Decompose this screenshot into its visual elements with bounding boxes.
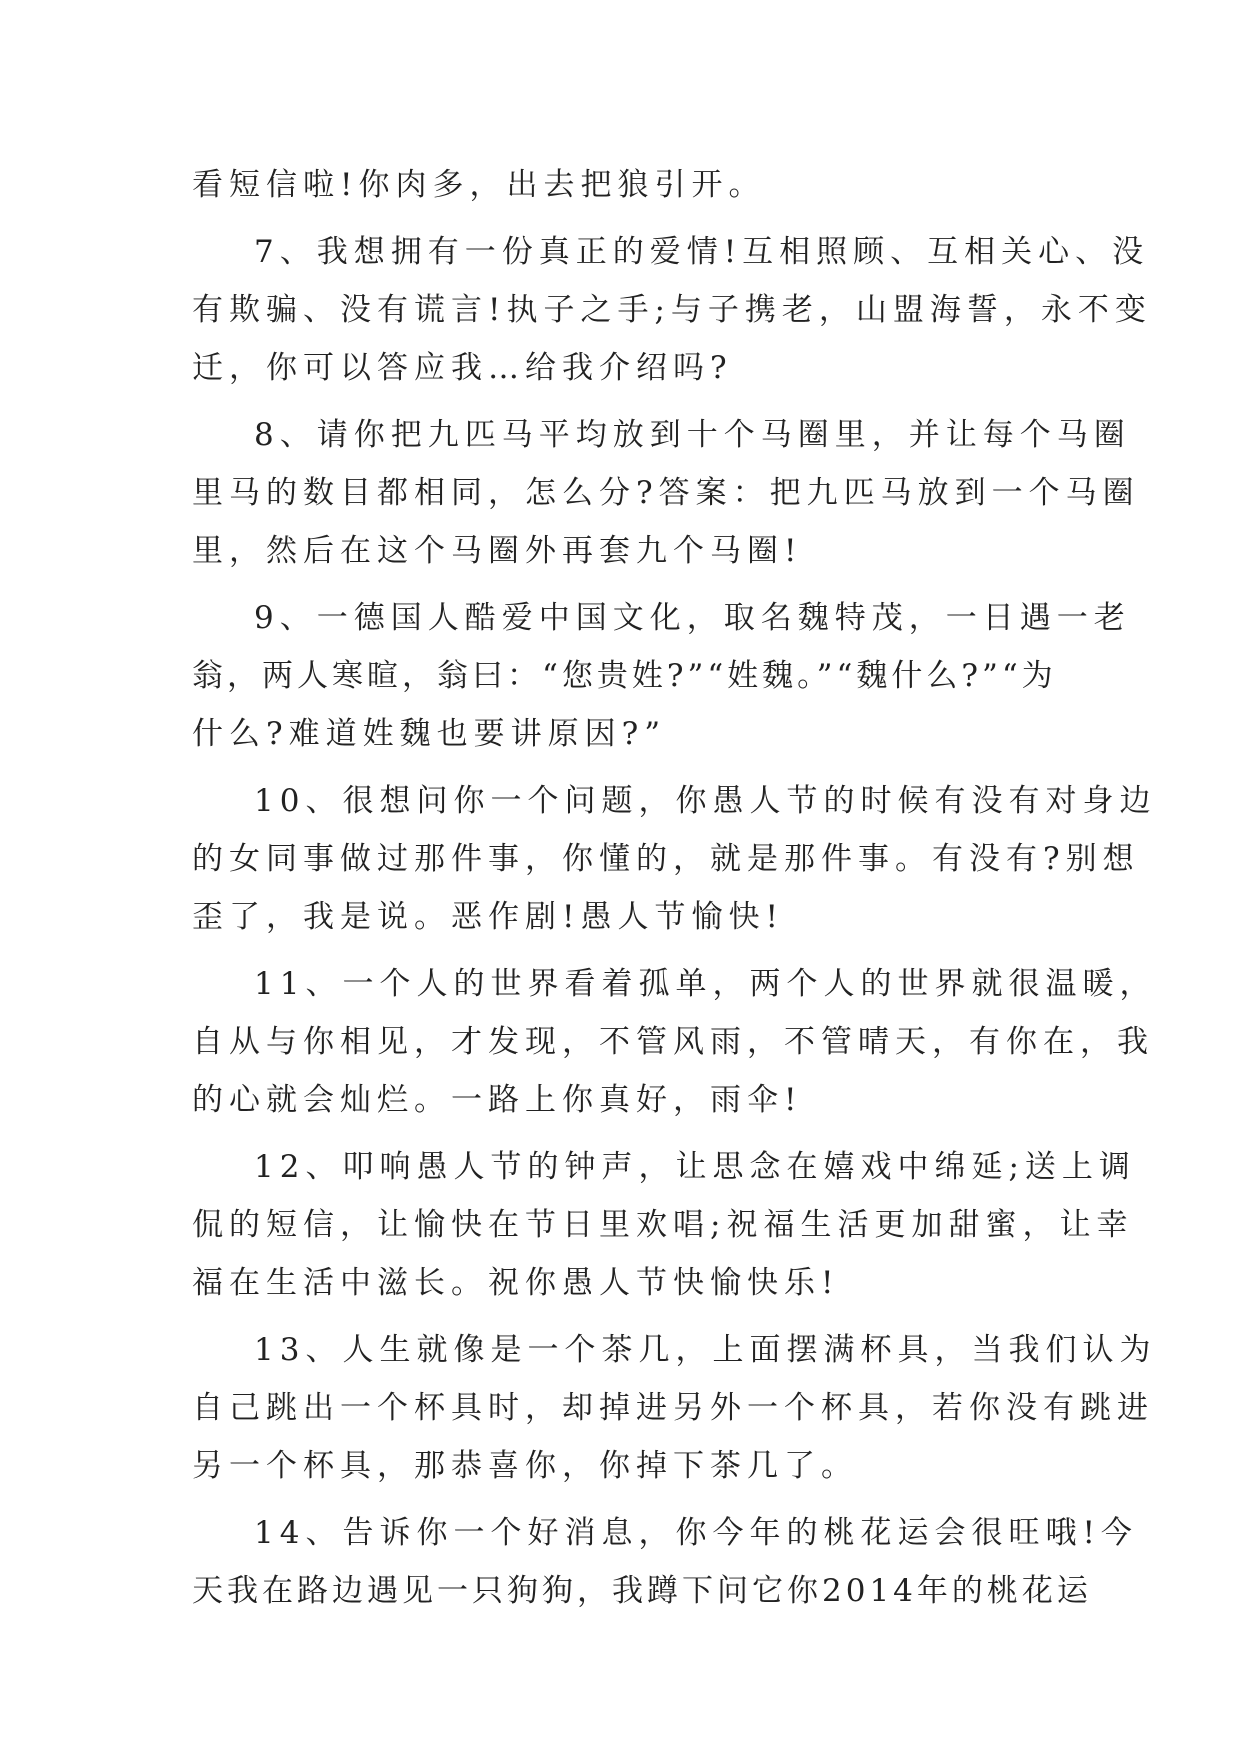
paragraph-13-line-1: 13、人生就像是一个茶几，上面摆满杯具，当我们认为 bbox=[254, 1332, 1157, 1368]
paragraph-11-line-2: 自从与你相见，才发现，不管风雨，不管晴天，有你在，我 bbox=[192, 1024, 1154, 1060]
paragraph-8-line-2: 里马的数目都相同，怎么分?答案：把九匹马放到一个马圈 bbox=[192, 475, 1140, 511]
paragraph-7-line-2: 有欺骗、没有谎言!执子之手;与子携老，山盟海誓，永不变 bbox=[192, 292, 1152, 328]
paragraph-10-line-1: 10、很想问你一个问题，你愚人节的时候有没有对身边 bbox=[254, 783, 1157, 819]
paragraph-12-line-2: 侃的短信，让愉快在节日里欢唱;祝福生活更加甜蜜，让幸 bbox=[192, 1207, 1134, 1243]
paragraph-9-line-3: 什么?难道姓魏也要讲原因?” bbox=[192, 716, 667, 752]
paragraph-10-line-2: 的女同事做过那件事，你懂的，就是那件事。有没有?别想 bbox=[192, 841, 1140, 877]
paragraph-10-line-3: 歪了，我是说。恶作剧!愚人节愉快! bbox=[192, 899, 784, 935]
paragraph-13-line-3: 另一个杯具，那恭喜你，你掉下茶几了。 bbox=[192, 1448, 858, 1484]
paragraph-13-line-2: 自己跳出一个杯具时，却掉进另外一个杯具，若你没有跳进 bbox=[192, 1390, 1154, 1426]
paragraph-7-line-1: 7、我想拥有一份真正的爱情!互相照顾、互相关心、没 bbox=[254, 234, 1150, 270]
paragraph-7-line-3: 迁，你可以答应我…给我介绍吗? bbox=[192, 350, 733, 386]
paragraph-11-line-3: 的心就会灿烂。一路上你真好，雨伞! bbox=[192, 1082, 803, 1118]
paragraph-8-line-3: 里，然后在这个马圈外再套九个马圈! bbox=[192, 533, 803, 569]
paragraph-12-line-1: 12、叩响愚人节的钟声，让思念在嬉戏中绵延;送上调 bbox=[254, 1149, 1136, 1185]
text-line: 看短信啦!你肉多，出去把狼引开。 bbox=[192, 167, 766, 203]
document-body bbox=[192, 156, 1157, 1620]
paragraph-12-line-3: 福在生活中滋长。祝你愚人节快愉快乐! bbox=[192, 1265, 840, 1301]
paragraph-11-line-1: 11、一个人的世界看着孤单，两个人的世界就很温暖， bbox=[254, 966, 1157, 1002]
paragraph-9-line-2: 翁，两人寒暄，翁曰：“您贵姓?”“姓魏。”“魏什么?”“为 bbox=[192, 658, 1057, 694]
paragraph-9-line-1: 9、一德国人酷爱中国文化，取名魏特茂，一日遇一老 bbox=[254, 600, 1131, 636]
paragraph-14-line-2: 天我在路边遇见一只狗狗，我蹲下问它你2014年的桃花运 bbox=[192, 1573, 1092, 1609]
paragraph-8-line-1: 8、请你把九匹马平均放到十个马圈里，并让每个马圈 bbox=[254, 417, 1131, 453]
paragraph-14-line-1: 14、告诉你一个好消息，你今年的桃花运会很旺哦!今 bbox=[254, 1515, 1138, 1551]
